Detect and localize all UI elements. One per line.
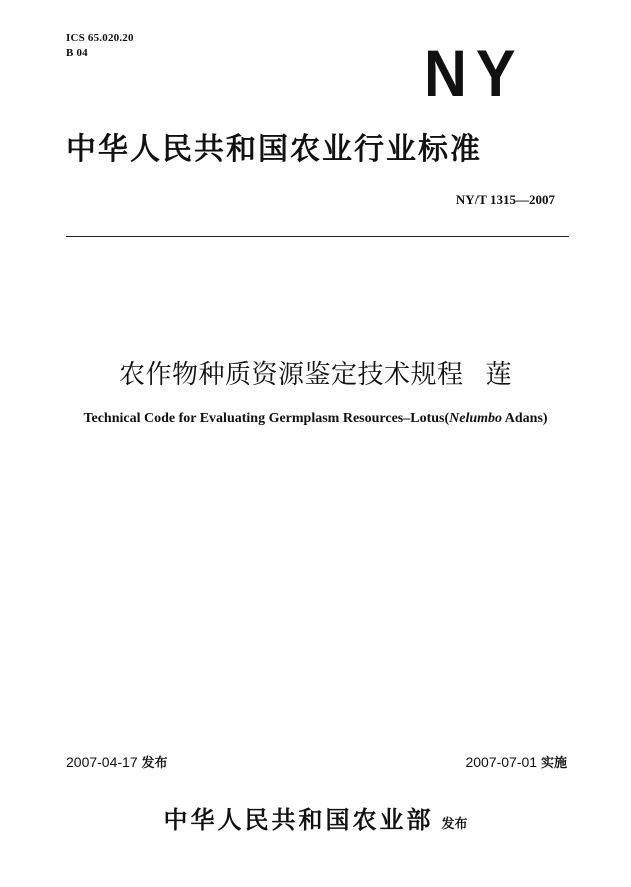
title-cn-crop: 莲 (485, 360, 513, 390)
title-en-prefix: Technical Code for Evaluating Germplasm Resources–Lotus( (83, 411, 450, 426)
effective-date: 2007-07-01 (465, 754, 538, 770)
standard-title: 中华人民共和国农业行业标准 (66, 132, 482, 167)
document-title-en (0, 411, 631, 427)
ny-logo: NY (424, 36, 525, 110)
header-divider (66, 236, 569, 237)
document-title-cn (0, 355, 631, 395)
title-en-latin: Nelumbo (449, 411, 503, 426)
title-en-suffix: Adans) (502, 411, 548, 426)
issue-date: 2007-04-17 (66, 754, 138, 770)
issue-date-line (66, 752, 168, 771)
publisher-footer (0, 800, 631, 835)
ics-code: ICS 65.020.20 (66, 32, 134, 44)
title-cn-main: 农作物种质资源鉴定技术规程 (118, 360, 464, 390)
issue-label: 发布 (141, 756, 168, 771)
publisher-organization: 中华人民共和国农业部 (163, 805, 434, 834)
classification-codes (66, 31, 134, 61)
ccs-code: B 04 (66, 47, 88, 59)
effective-label: 实施 (540, 756, 567, 771)
effective-date-line (465, 752, 567, 771)
standard-code: NY/T 1315—2007 (455, 192, 555, 207)
publish-label: 发布 (441, 817, 468, 832)
